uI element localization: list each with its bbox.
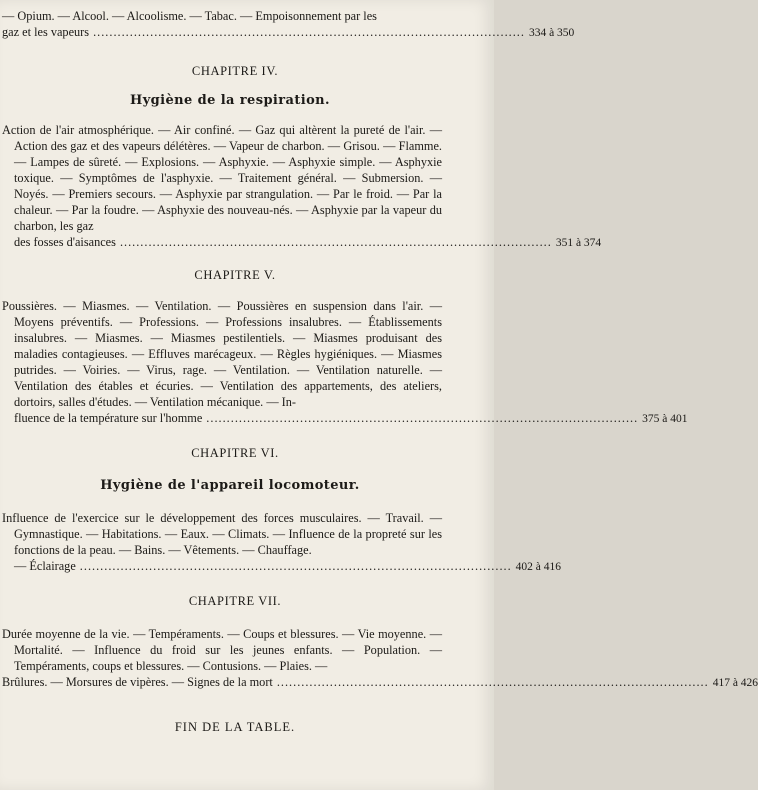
chapter-heading: CHAPITRE V. [194,268,276,282]
entry-text: Poussières. — Miasmes. — Ventilation. — Poussières en suspension dans l'air. — Moyens préventifs. — Professions. — Professions insalubres. — Établissements insalubres. — Miasmes. — Miasmes pestilentiels. — Miasmes produisant des maladies contagieuses. — Effluves marécageux. — Règles hygiéniques. — Miasmes putrides. — Voiries. — Virus, rage. — Ventilation. — Ventilation naturelle. — Ventilation des étables et écuries. — Ventilation des appartements, des ateliers, dortoirs, salles d'études. — Ventilation mécanique. — In- [2,299,442,409]
entry-last-line [2,24,575,41]
chapter-title: Hygiène de la respiration. [130,93,330,108]
chapter-title: Hygiène de l'appareil locomoteur. [100,478,360,493]
dot-leader: .......................................................................................................... [276,675,709,689]
toc-entry [2,510,562,575]
dot-leader: .......................................................................................................... [93,25,525,39]
entry-pages: 375 à 401 [642,413,688,425]
dot-leader: .......................................................................................................... [119,235,552,249]
chapter-heading: CHAPITRE VI. [191,446,279,460]
end-of-table: FIN DE LA TABLE. [174,720,296,734]
entry-pages: 334 à 350 [528,27,575,39]
entry-last-text: Brûlures. — Morsures de vipères. — Signes de la mort [2,675,273,689]
entry-last-text: gaz et les vapeurs [2,25,90,39]
entry-pages: 351 à 374 [555,237,602,249]
entry-last-line [2,234,602,251]
entry-last-line [2,558,562,575]
entry-pages: 417 à 426 [712,677,758,689]
entry-text: — Opium. — Alcool. — Alcoolisme. — Tabac. — Empoisonnement par les [2,9,377,23]
chapter-heading: CHAPITRE IV. [191,64,279,78]
toc-entry [2,626,758,691]
entry-last-text: — Éclairage [14,559,76,573]
entry-last-text: des fosses d'aisances [14,235,116,249]
entry-last-line [2,410,688,427]
entry-text: Durée moyenne de la vie. — Tempéraments. — Coups et blessures. — Vie moyenne. — Mortalité. — Influence du froid sur les jeunes enfants. — Population. — Tempéraments, coups et blessures. — Contusions. — Plaies. — [2,627,442,673]
toc-entry [2,298,688,427]
toc-entry [2,122,602,251]
dot-leader: .......................................................................................................... [79,559,512,573]
dot-leader: .......................................................................................................... [206,411,639,425]
chapter-heading: CHAPITRE VII. [188,594,282,608]
entry-text: Action de l'air atmosphérique. — Air confiné. — Gaz qui altèrent la pureté de l'air. — Action des gaz et des vapeurs délétères. — Vapeur de charbon. — Grisou. — Flamme. — Lampes de sûreté. — Explosions. — Asphyxie. — Asphyxie simple. — Asphyxie toxique. — Symptômes de l'asphyxie. — Traitement général. — Submersion. — Noyés. — Premiers secours. — Asphyxie par strangulation. — Par le froid. — Par la chaleur. — Par la foudre. — Asphyxie des nouveau-nés. — Asphyxie par la vapeur du charbon, les gaz [2,123,442,233]
entry-last-text: fluence de la température sur l'homme [14,411,203,425]
entry-last-line [2,674,758,691]
entry-pages: 402 à 416 [515,561,562,573]
entry-text: Influence de l'exercice sur le développement des forces musculaires. — Travail. — Gymnastique. — Habitations. — Eaux. — Climats. — Influence de la propreté sur les fonctions de la peau. — Bains. — Vêtements. — Chauffage. [2,511,442,557]
toc-entry-continuation [2,8,575,41]
